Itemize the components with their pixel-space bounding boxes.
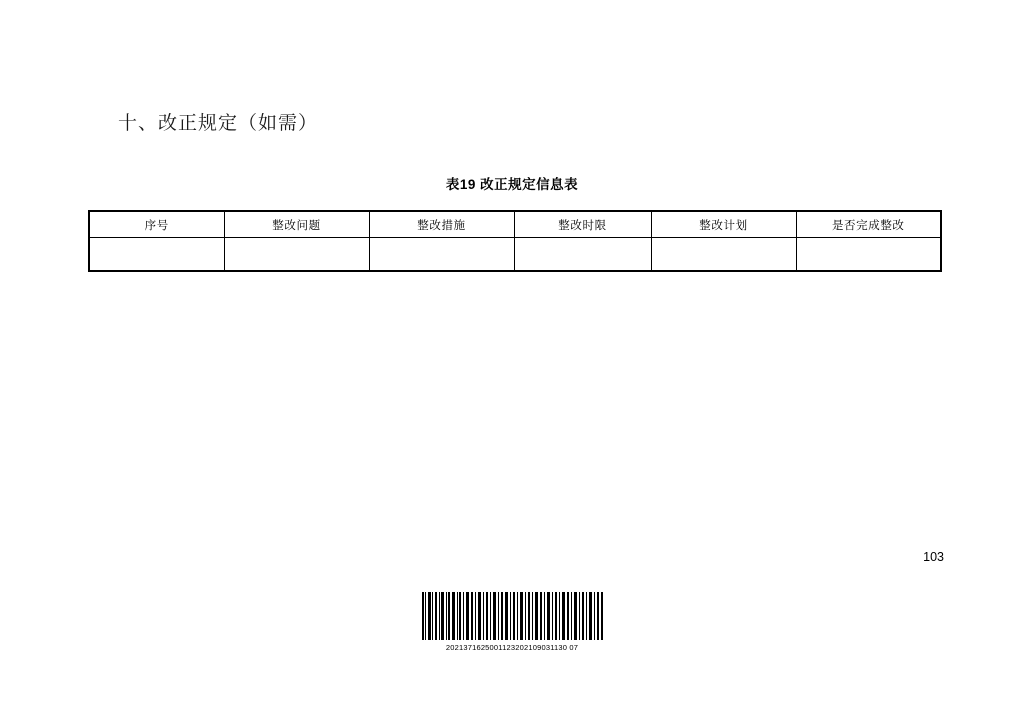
column-header-plan: 整改计划 [651, 211, 796, 238]
column-header-measure: 整改措施 [369, 211, 514, 238]
cell-deadline [514, 238, 651, 272]
page-title: 十、改正规定（如需） [118, 113, 319, 134]
cell-measure [369, 238, 514, 272]
column-header-issue: 整改问题 [224, 211, 369, 238]
barcode-number: 2021371625001123202109031130 07 [445, 643, 579, 652]
column-header-completed: 是否完成整改 [796, 211, 941, 238]
barcode-image [421, 592, 604, 640]
table-header-row [89, 211, 941, 238]
cell-plan [651, 238, 796, 272]
column-header-deadline: 整改时限 [514, 211, 651, 238]
cell-completed [796, 238, 941, 272]
column-header-index: 序号 [89, 211, 224, 238]
table-caption: 表19 改正规定信息表 [445, 177, 579, 192]
cell-issue [224, 238, 369, 272]
table-row [89, 238, 941, 272]
rectification-table [88, 210, 942, 272]
page-number: 103 [923, 550, 944, 564]
barcode-block [0, 592, 1024, 652]
cell-index [89, 238, 224, 272]
